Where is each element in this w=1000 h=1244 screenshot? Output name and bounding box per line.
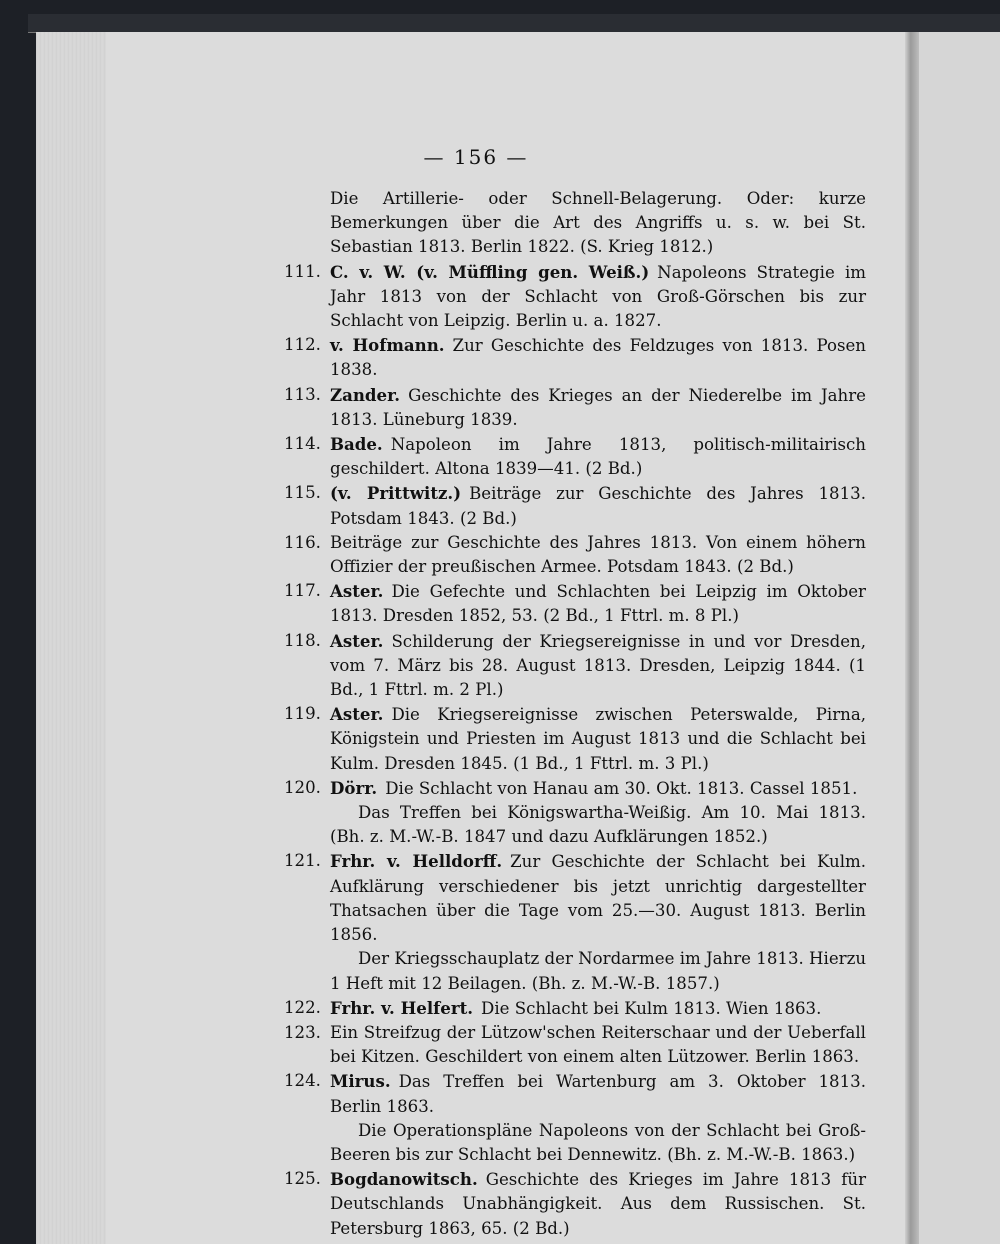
entry-text: Geschichte des Krieges an der Niederelbe im Jahre 1813. Lüneburg 1839. xyxy=(330,385,866,429)
entry-text: Die Kriegsereignisse zwischen Peterswalde, Pirna, Königstein und Priesten im August 1813 und die Schlacht bei Kulm. Dresden 1845. (1 Bd., 1 Fttrl. m. 3 Pl.) xyxy=(330,705,866,773)
facing-page-edge xyxy=(919,32,1000,1244)
entry-text: Beiträge zur Geschichte des Jahres 1813. Potsdam 1843. (2 Bd.) xyxy=(330,484,866,528)
bibliography-list xyxy=(284,187,867,1241)
entry-text: Napoleon im Jahre 1813, politisch-militairisch geschildert. Altona 1839—41. (2 Bd.) xyxy=(330,435,866,479)
bibliography-entry xyxy=(284,1069,866,1118)
entry-number: 122. xyxy=(284,997,321,1017)
entry-text: Schilderung der Kriegsereignisse in und vor Dresden, vom 7. März bis 28. August 1813. Dresden, Leipzig 1844. (1 Bd., 1 Fttrl. m. 2 Pl.) xyxy=(330,631,866,700)
entry-text: Geschichte des Krieges im Jahre 1813 für Deutschlands Unabhängigkeit. Aus dem Russischen. St. Petersburg 1863, 65. (2 Bd.) xyxy=(330,1170,866,1238)
entry-author: Frhr. v. Helldorff. xyxy=(330,851,503,872)
entry-author: Dörr. xyxy=(330,777,378,798)
bibliography-entry xyxy=(284,1167,866,1241)
cover-top-edge xyxy=(28,14,1000,33)
entry-number: 118. xyxy=(284,630,321,650)
bibliography-entry xyxy=(284,531,866,579)
bibliography-entry xyxy=(284,629,866,703)
entry-author: (v. Prittwitz.) xyxy=(330,483,462,504)
entry-author: Bade. xyxy=(330,434,383,455)
bibliography-entry xyxy=(284,702,866,776)
entry-author: Mirus. xyxy=(330,1071,391,1092)
entry-text: Die Artillerie- oder Schnell-Belagerung. Oder: kurze Bemerkungen über die Art des Angriffs u. s. w. bei St. Sebastian 1813. Berlin 1822. (S. Krieg 1812.) xyxy=(330,189,866,257)
entry-number: 121. xyxy=(284,851,321,871)
entry-text: Die Gefechte und Schlachten bei Leipzig im Oktober 1813. Dresden 1852, 53. (2 Bd., 1 Fttrl. m. 8 Pl.) xyxy=(330,582,866,626)
bibliography-entry xyxy=(284,776,866,801)
entry-author: Aster. xyxy=(330,704,384,725)
entry-number: 113. xyxy=(284,384,321,404)
entry-number: 111. xyxy=(284,261,321,281)
entry-author: Aster. xyxy=(330,630,384,651)
entry-author: Aster. xyxy=(330,581,384,602)
bibliography-entry xyxy=(284,579,866,628)
entry-text: Die Schlacht bei Kulm 1813. Wien 1863. xyxy=(481,998,822,1018)
entry-text: Zur Geschichte der Schlacht bei Kulm. Aufklärung verschiedener bis jetzt unrichtig dargestellter Thatsachen über die Tage vom 25.—30. August 1813. Berlin 1856. xyxy=(330,852,867,945)
bibliography-entry xyxy=(330,187,866,260)
page-number: — 156 — xyxy=(423,145,529,169)
entry-text: Beiträge zur Geschichte des Jahres 1813. Von einem höhern Offizier der preußischen Armee. Potsdam 1843. (2 Bd.) xyxy=(330,532,866,577)
bibliography-entry xyxy=(284,481,866,530)
entry-number: 115. xyxy=(284,483,321,503)
book-page xyxy=(36,32,916,1244)
bibliography-entry xyxy=(330,801,866,849)
entry-text: Das Treffen bei Königswartha-Weißig. Am 10. Mai 1813. (Bh. z. M.-W.-B. 1847 und dazu Aufklärungen 1852.) xyxy=(330,803,866,847)
bibliography-entry xyxy=(284,383,866,432)
bibliography-entry xyxy=(284,432,866,481)
book-gutter xyxy=(905,32,919,1244)
entry-number: 117. xyxy=(284,581,321,601)
bibliography-entry xyxy=(284,1021,866,1069)
entry-text: Die Operationspläne Napoleons von der Schlacht bei Groß-Beeren bis zur Schlacht bei Dennewitz. (Bh. z. M.-W.-B. 1863.) xyxy=(330,1120,866,1164)
entry-text: Ein Streifzug der Lützow'schen Reiterschaar und der Ueberfall bei Kitzen. Geschildert von einem alten Lützower. Berlin 1863. xyxy=(330,1022,866,1067)
entry-author: Frhr. v. Helfert. xyxy=(330,997,474,1018)
entry-number: 120. xyxy=(284,777,321,797)
entry-text: Das Treffen bei Wartenburg am 3. Oktober 1813. Berlin 1863. xyxy=(330,1072,866,1116)
entry-author: C. v. W. (v. Müffling gen. Weiß.) xyxy=(330,261,650,282)
entry-author: Bogdanowitsch. xyxy=(330,1169,478,1190)
bibliography-entry xyxy=(284,849,867,947)
bibliography-entry xyxy=(330,1119,866,1167)
entry-text: Napoleons Strategie im Jahr 1813 von der Schlacht von Groß-Görschen bis zur Schlacht von Leipzig. Berlin u. a. 1827. xyxy=(330,262,866,331)
entry-text: Zur Geschichte des Feldzuges von 1813. Posen 1838. xyxy=(330,336,866,380)
bibliography-entry xyxy=(284,333,866,382)
entry-number: 116. xyxy=(284,532,321,552)
entry-number: 119. xyxy=(284,704,321,724)
bibliography-entry xyxy=(284,260,866,334)
bibliography-entry xyxy=(284,996,866,1021)
page-stack-edges xyxy=(36,32,106,1244)
entry-text: Die Schlacht von Hanau am 30. Okt. 1813. Cassel 1851. xyxy=(385,778,858,798)
entry-number: 123. xyxy=(284,1022,321,1042)
bibliography-entry xyxy=(330,947,866,995)
entry-number: 124. xyxy=(284,1071,321,1091)
entry-text: Der Kriegsschauplatz der Nordarmee im Jahre 1813. Hierzu 1 Heft mit 12 Beilagen. (Bh. z. M.-W.-B. 1857.) xyxy=(330,949,867,993)
entry-author: Zander. xyxy=(330,384,401,405)
entry-author: v. Hofmann. xyxy=(330,335,445,356)
entry-number: 114. xyxy=(284,434,321,454)
entry-number: 125. xyxy=(284,1169,321,1189)
entry-number: 112. xyxy=(284,335,321,355)
